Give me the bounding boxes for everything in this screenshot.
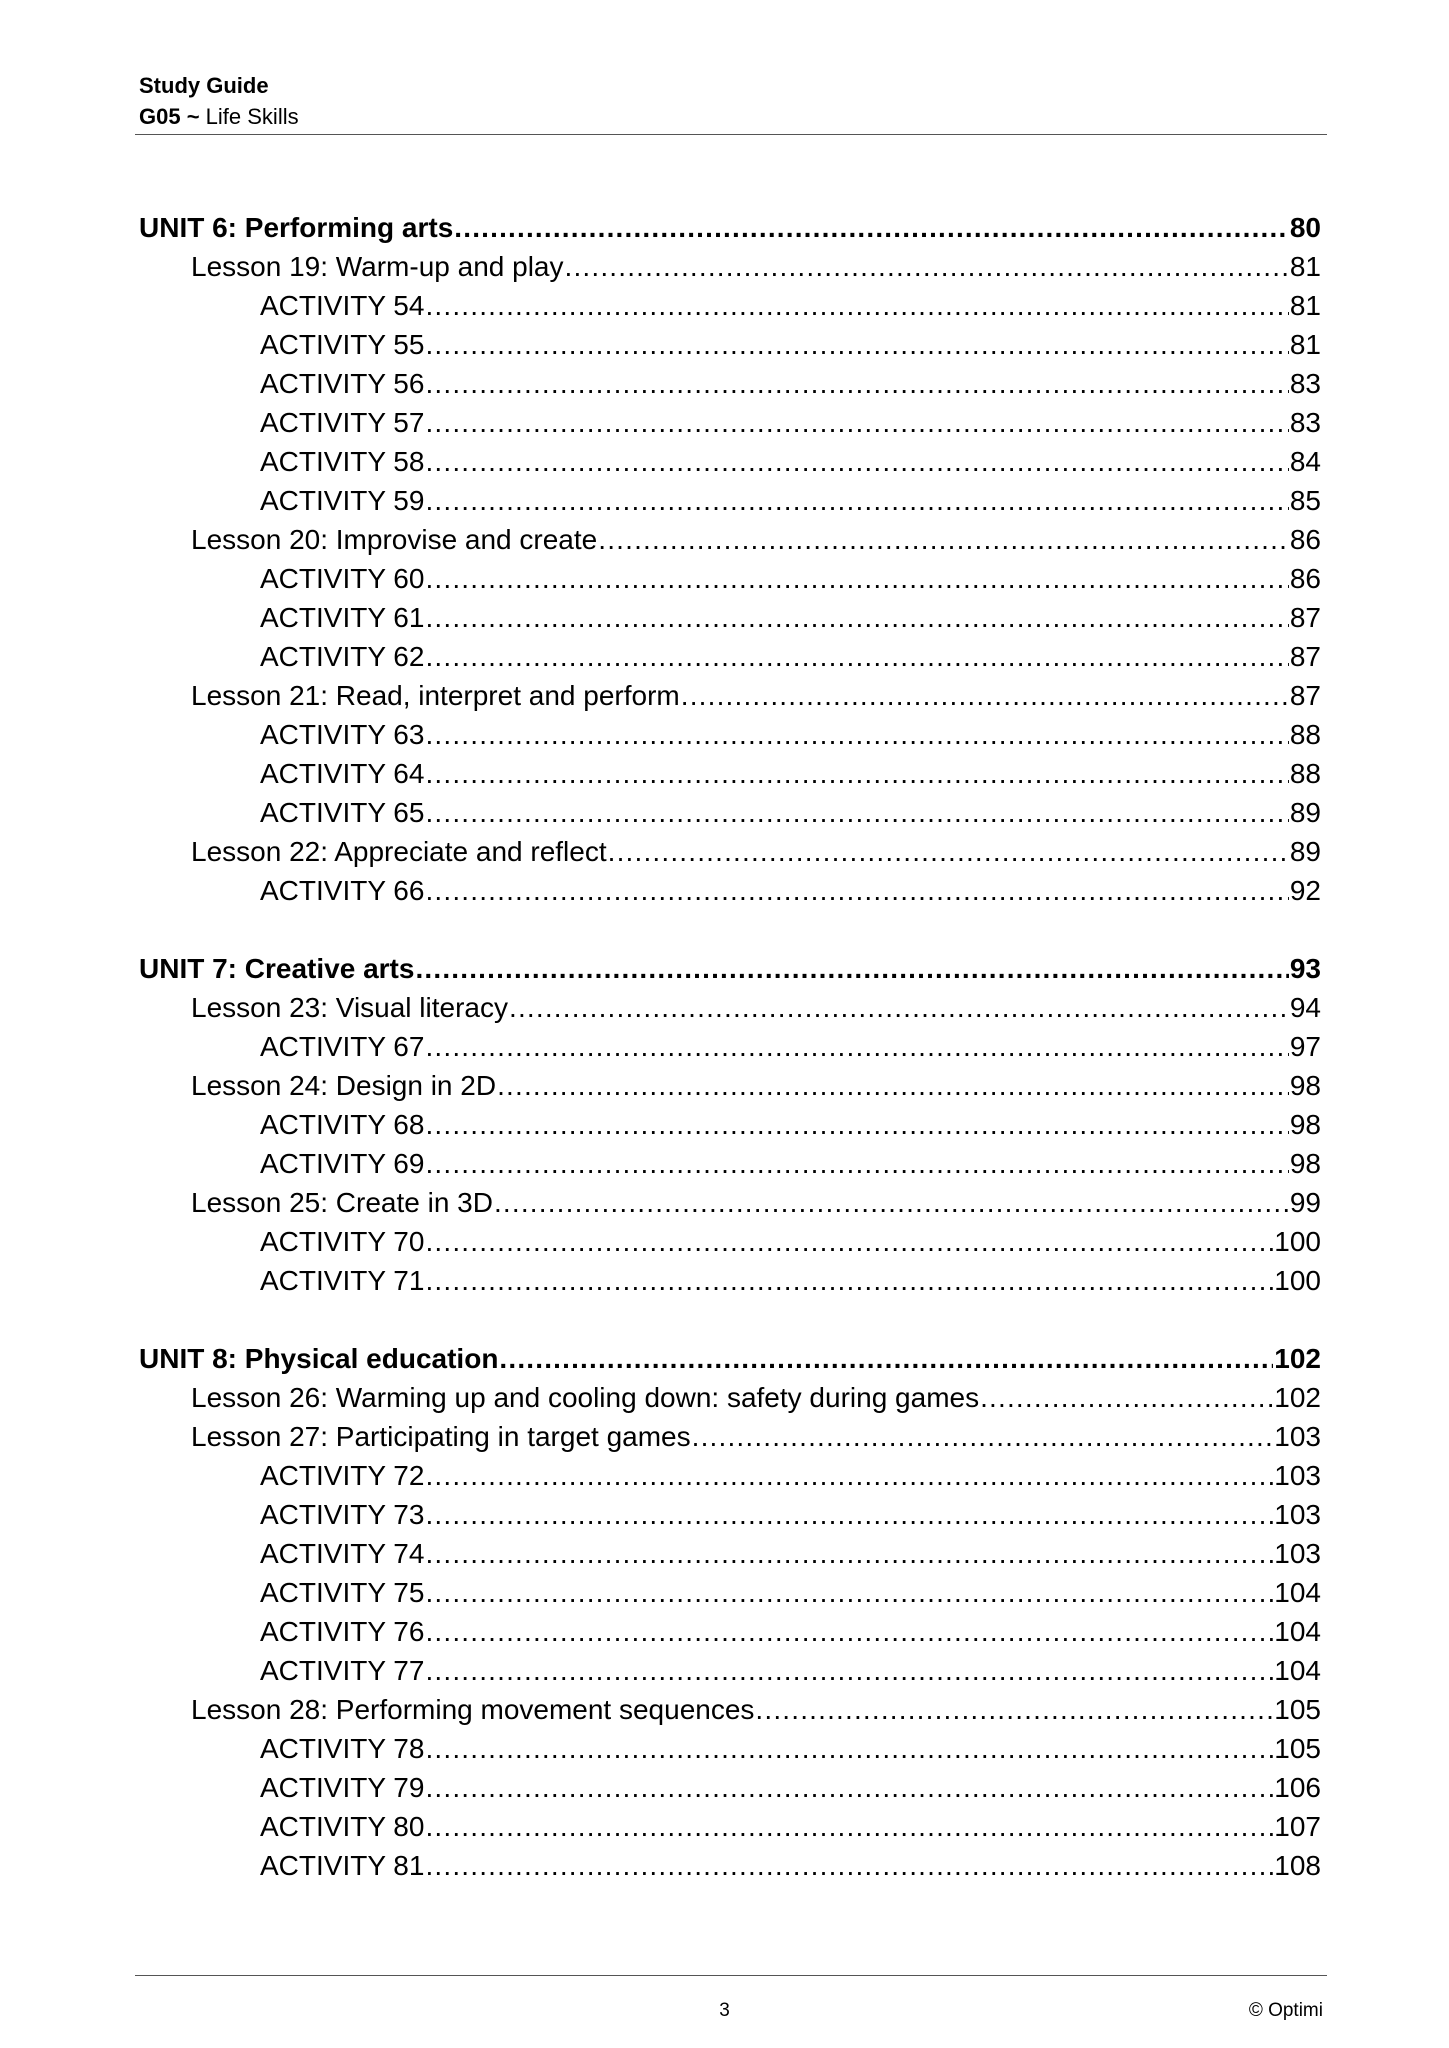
toc-entry-title: ACTIVITY 77 xyxy=(260,1655,425,1686)
toc-entry-title: Lesson 23: Visual literacy xyxy=(191,992,508,1023)
dot-leader xyxy=(425,1651,1273,1690)
dot-leader xyxy=(425,1027,1288,1066)
toc-entry-title: ACTIVITY 73 xyxy=(260,1499,425,1530)
toc-lesson-row[interactable] xyxy=(139,520,1321,559)
toc-page-number: 106 xyxy=(1274,1772,1321,1803)
document-title: Study Guide xyxy=(139,73,269,98)
toc-page-number: 81 xyxy=(1289,290,1321,321)
toc-activity-row[interactable] xyxy=(139,1105,1321,1144)
toc-entry-title: ACTIVITY 71 xyxy=(260,1265,425,1296)
toc-page-number: 108 xyxy=(1274,1850,1321,1881)
toc-entry-title: Lesson 19: Warm-up and play xyxy=(191,251,564,282)
toc-page-number: 93 xyxy=(1289,953,1321,984)
toc-activity-row[interactable] xyxy=(139,871,1321,910)
dot-leader xyxy=(425,364,1288,403)
toc-entry-title: ACTIVITY 64 xyxy=(260,758,425,789)
dot-leader xyxy=(755,1690,1273,1729)
toc-activity-row[interactable] xyxy=(139,1651,1321,1690)
toc-entry-title: Lesson 21: Read, interpret and perform xyxy=(191,680,680,711)
toc-entry-title: ACTIVITY 69 xyxy=(260,1148,425,1179)
toc-entry-title: Lesson 22: Appreciate and reflect xyxy=(191,836,607,867)
dot-leader xyxy=(565,247,1289,286)
toc-entry-title: ACTIVITY 80 xyxy=(260,1811,425,1842)
toc-entry-title: Lesson 24: Design in 2D xyxy=(191,1070,497,1101)
toc-entry-title: ACTIVITY 79 xyxy=(260,1772,425,1803)
toc-entry-title: ACTIVITY 76 xyxy=(260,1616,425,1647)
toc-page-number: 104 xyxy=(1274,1616,1321,1647)
toc-page-number: 104 xyxy=(1274,1655,1321,1686)
dot-leader xyxy=(425,1846,1273,1885)
dot-leader xyxy=(425,1729,1273,1768)
toc-unit-row[interactable] xyxy=(139,208,1321,247)
toc-page-number: 92 xyxy=(1289,875,1321,906)
toc-activity-row[interactable] xyxy=(139,715,1321,754)
toc-entry-title: Lesson 26: Warming up and cooling down: safety during games xyxy=(191,1382,980,1413)
toc-entry-title: ACTIVITY 75 xyxy=(260,1577,425,1608)
dot-leader xyxy=(425,637,1288,676)
toc-entry-title: ACTIVITY 55 xyxy=(260,329,425,360)
toc-lesson-row[interactable] xyxy=(139,676,1321,715)
dot-leader xyxy=(425,754,1288,793)
table-of-contents xyxy=(139,208,1321,1885)
toc-entry-title: ACTIVITY 61 xyxy=(260,602,425,633)
dot-leader xyxy=(980,1378,1273,1417)
toc-activity-row[interactable] xyxy=(139,598,1321,637)
toc-page-number: 103 xyxy=(1274,1538,1321,1569)
toc-entry-title: UNIT 7: Creative arts xyxy=(139,953,415,984)
dot-leader xyxy=(425,286,1288,325)
dot-leader xyxy=(425,442,1288,481)
toc-entry-title: ACTIVITY 81 xyxy=(260,1850,425,1881)
toc-entry-title: ACTIVITY 70 xyxy=(260,1226,425,1257)
toc-page-number: 107 xyxy=(1274,1811,1321,1842)
toc-entry-title: ACTIVITY 60 xyxy=(260,563,425,594)
dot-leader xyxy=(425,1573,1273,1612)
toc-lesson-row[interactable] xyxy=(139,1417,1321,1456)
toc-page-number: 100 xyxy=(1274,1226,1321,1257)
toc-activity-row[interactable] xyxy=(139,1222,1321,1261)
toc-page-number: 103 xyxy=(1274,1460,1321,1491)
toc-page-number: 86 xyxy=(1289,524,1321,555)
toc-page-number: 87 xyxy=(1289,680,1321,711)
dot-leader xyxy=(425,1222,1273,1261)
toc-unit-row[interactable] xyxy=(139,949,1321,988)
dot-leader xyxy=(425,871,1288,910)
toc-page-number: 88 xyxy=(1289,758,1321,789)
dot-leader xyxy=(425,1144,1288,1183)
toc-activity-row[interactable] xyxy=(139,793,1321,832)
toc-entry-title: ACTIVITY 72 xyxy=(260,1460,425,1491)
toc-activity-row[interactable] xyxy=(139,1261,1321,1300)
dot-leader xyxy=(425,481,1288,520)
dot-leader xyxy=(425,1105,1288,1144)
toc-activity-row[interactable] xyxy=(139,481,1321,520)
toc-activity-row[interactable] xyxy=(139,1144,1321,1183)
dot-leader xyxy=(415,949,1288,988)
toc-activity-row[interactable] xyxy=(139,286,1321,325)
toc-page-number: 105 xyxy=(1274,1733,1321,1764)
toc-entry-title: ACTIVITY 54 xyxy=(260,290,425,321)
toc-page-number: 84 xyxy=(1289,446,1321,477)
toc-lesson-row[interactable] xyxy=(139,988,1321,1027)
grade-code: G05 ~ xyxy=(139,104,200,129)
toc-page-number: 102 xyxy=(1274,1343,1321,1374)
toc-page-number: 88 xyxy=(1289,719,1321,750)
toc-activity-row[interactable] xyxy=(139,1456,1321,1495)
toc-activity-row[interactable] xyxy=(139,325,1321,364)
toc-entry-title: ACTIVITY 78 xyxy=(260,1733,425,1764)
toc-entry-title: Lesson 27: Participating in target games xyxy=(191,1421,691,1452)
toc-entry-title: Lesson 20: Improvise and create xyxy=(191,524,598,555)
toc-entry-title: ACTIVITY 74 xyxy=(260,1538,425,1569)
toc-entry-title: ACTIVITY 56 xyxy=(260,368,425,399)
toc-page-number: 103 xyxy=(1274,1421,1321,1452)
toc-entry-title: ACTIVITY 67 xyxy=(260,1031,425,1062)
toc-activity-row[interactable] xyxy=(139,1027,1321,1066)
document-subtitle xyxy=(139,101,1327,132)
toc-activity-row[interactable] xyxy=(139,1729,1321,1768)
dot-leader xyxy=(425,1612,1273,1651)
toc-page-number: 98 xyxy=(1289,1148,1321,1179)
toc-activity-row[interactable] xyxy=(139,559,1321,598)
subject-name: Life Skills xyxy=(205,104,299,129)
toc-activity-row[interactable] xyxy=(139,1768,1321,1807)
toc-entry-title: ACTIVITY 66 xyxy=(260,875,425,906)
toc-page-number: 100 xyxy=(1274,1265,1321,1296)
dot-leader xyxy=(425,1495,1273,1534)
toc-page-number: 94 xyxy=(1289,992,1321,1023)
toc-lesson-row[interactable] xyxy=(139,1183,1321,1222)
toc-entry-title: ACTIVITY 59 xyxy=(260,485,425,516)
toc-page-number: 81 xyxy=(1289,329,1321,360)
dot-leader xyxy=(494,1183,1289,1222)
toc-page-number: 103 xyxy=(1274,1499,1321,1530)
dot-leader xyxy=(425,1807,1273,1846)
toc-entry-title: UNIT 6: Performing arts xyxy=(139,212,454,243)
toc-entry-title: ACTIVITY 62 xyxy=(260,641,425,672)
toc-entry-title: ACTIVITY 57 xyxy=(260,407,425,438)
dot-leader xyxy=(425,1768,1273,1807)
header-divider xyxy=(135,134,1327,135)
toc-page-number: 105 xyxy=(1274,1694,1321,1725)
toc-entry-title: ACTIVITY 63 xyxy=(260,719,425,750)
toc-lesson-row[interactable] xyxy=(139,1690,1321,1729)
toc-page-number: 83 xyxy=(1289,368,1321,399)
dot-leader xyxy=(497,1066,1289,1105)
toc-page-number: 89 xyxy=(1289,836,1321,867)
toc-activity-row[interactable] xyxy=(139,1534,1321,1573)
dot-leader xyxy=(425,793,1288,832)
toc-activity-row[interactable] xyxy=(139,754,1321,793)
page-header xyxy=(139,70,1327,132)
toc-unit-row[interactable] xyxy=(139,1339,1321,1378)
toc-page-number: 89 xyxy=(1289,797,1321,828)
dot-leader xyxy=(425,559,1288,598)
toc-activity-row[interactable] xyxy=(139,1495,1321,1534)
toc-lesson-row[interactable] xyxy=(139,1066,1321,1105)
toc-page-number: 102 xyxy=(1274,1382,1321,1413)
toc-page-number: 97 xyxy=(1289,1031,1321,1062)
toc-entry-title: ACTIVITY 58 xyxy=(260,446,425,477)
toc-activity-row[interactable] xyxy=(139,442,1321,481)
toc-lesson-row[interactable] xyxy=(139,832,1321,871)
dot-leader xyxy=(598,520,1289,559)
toc-activity-row[interactable] xyxy=(139,1846,1321,1885)
toc-page-number: 104 xyxy=(1274,1577,1321,1608)
toc-entry-title: UNIT 8: Physical education xyxy=(139,1343,499,1374)
toc-page-number: 83 xyxy=(1289,407,1321,438)
toc-activity-row[interactable] xyxy=(139,637,1321,676)
toc-page-number: 85 xyxy=(1289,485,1321,516)
dot-leader xyxy=(425,403,1288,442)
toc-entry-title: ACTIVITY 68 xyxy=(260,1109,425,1140)
footer-divider xyxy=(135,1975,1327,1976)
dot-leader xyxy=(425,1456,1273,1495)
toc-activity-row[interactable] xyxy=(139,403,1321,442)
toc-page-number: 87 xyxy=(1289,641,1321,672)
toc-page-number: 99 xyxy=(1289,1187,1321,1218)
dot-leader xyxy=(681,676,1289,715)
toc-page-number: 81 xyxy=(1289,251,1321,282)
toc-activity-row[interactable] xyxy=(139,1612,1321,1651)
dot-leader xyxy=(499,1339,1273,1378)
toc-entry-title: Lesson 28: Performing movement sequences xyxy=(191,1694,755,1725)
toc-page-number: 80 xyxy=(1289,212,1321,243)
page-number: 3 xyxy=(719,2000,730,2021)
toc-activity-row[interactable] xyxy=(139,1807,1321,1846)
toc-entry-title: Lesson 25: Create in 3D xyxy=(191,1187,493,1218)
toc-activity-row[interactable] xyxy=(139,1573,1321,1612)
dot-leader xyxy=(692,1417,1274,1456)
toc-entry-title: ACTIVITY 65 xyxy=(260,797,425,828)
dot-leader xyxy=(425,325,1288,364)
dot-leader xyxy=(425,598,1288,637)
toc-lesson-row[interactable] xyxy=(139,247,1321,286)
dot-leader xyxy=(425,715,1288,754)
toc-activity-row[interactable] xyxy=(139,364,1321,403)
toc-page-number: 86 xyxy=(1289,563,1321,594)
dot-leader xyxy=(608,832,1289,871)
toc-lesson-row[interactable] xyxy=(139,1378,1321,1417)
copyright-notice: © Optimi xyxy=(1248,2000,1323,2021)
toc-page-number: 98 xyxy=(1289,1070,1321,1101)
dot-leader xyxy=(509,988,1289,1027)
dot-leader xyxy=(454,208,1289,247)
dot-leader xyxy=(425,1534,1273,1573)
dot-leader xyxy=(425,1261,1273,1300)
toc-page-number: 98 xyxy=(1289,1109,1321,1140)
toc-page-number: 87 xyxy=(1289,602,1321,633)
